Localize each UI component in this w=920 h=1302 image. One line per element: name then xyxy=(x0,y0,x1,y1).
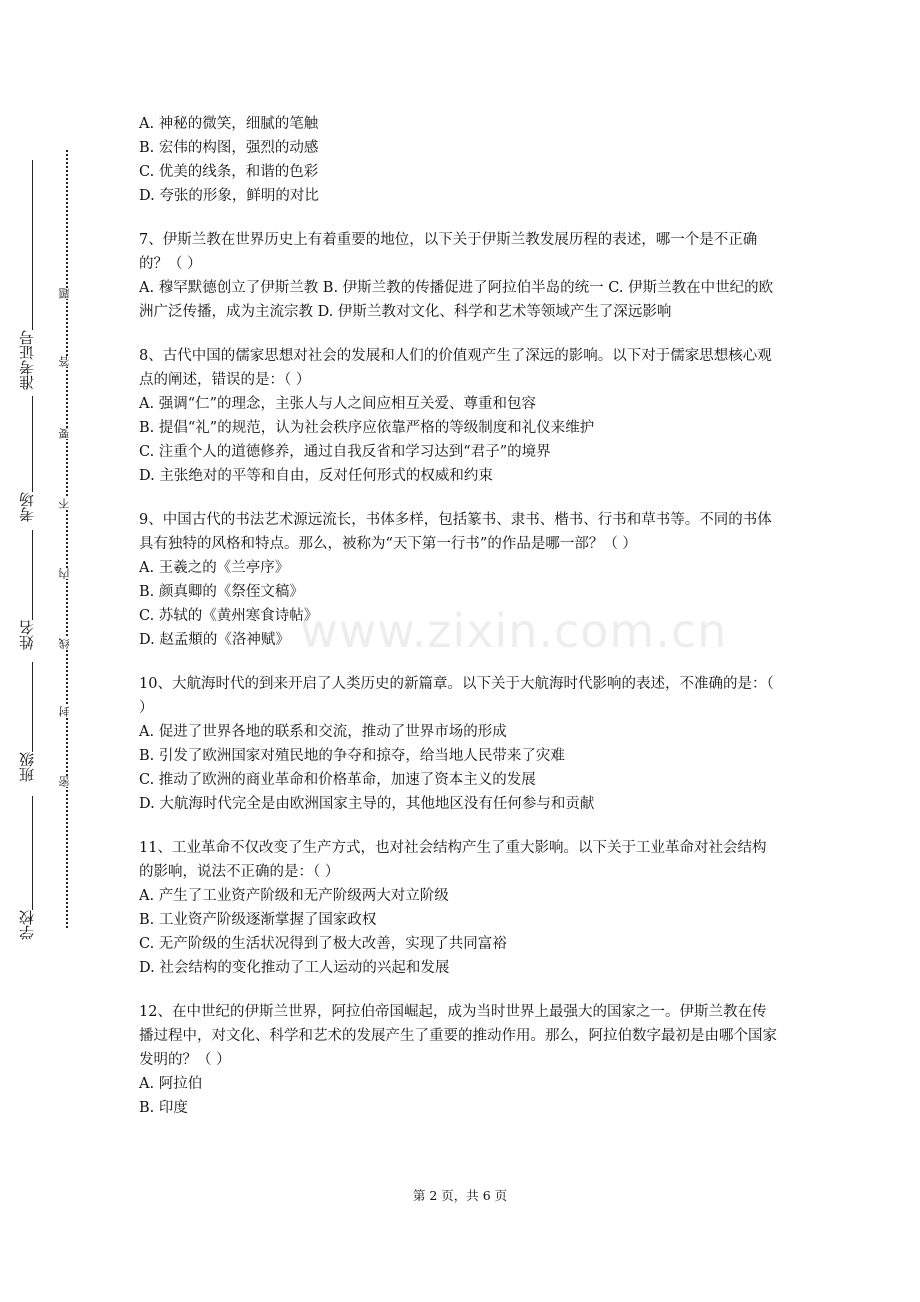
question-11 xyxy=(139,836,779,980)
option: D. 赵孟頫的《洛神赋》 xyxy=(139,632,290,648)
option: A. 强调“仁”的理念，主张人与人之间应相互关爱、尊重和包容 xyxy=(139,396,537,412)
question-stem: 9、中国古代的书法艺术源远流长，书体多样，包括篆书、隶书、楷书、行书和草书等。不同的书体具有独特的风格和特点。那么，被称为“天下第一行书”的作品是哪一部？（ ） xyxy=(139,512,772,552)
seal-char: 要 xyxy=(58,428,74,439)
exam-room-label: 考场 xyxy=(18,492,36,522)
name-label: 姓名 xyxy=(18,620,36,650)
question-12 xyxy=(139,1000,779,1120)
question-stem: 8、古代中国的儒家思想对社会的发展和人们的价值观产生了深远的影响。以下对于儒家思想核心观点的阐述，错误的是：（ ） xyxy=(139,348,772,388)
question-7 xyxy=(139,228,779,324)
name-line xyxy=(32,530,33,620)
option: B. 工业资产阶级逐渐掌握了国家政权 xyxy=(139,912,377,928)
question-options-inline: A. 穆罕默德创立了伊斯兰教 B. 伊斯兰教的传播促进了阿拉伯半岛的统一 C. 伊斯兰教在中世纪的欧洲广泛传播，成为主流宗教 D. 伊斯兰教对文化、科学和艺术等领域产生了深远影响 xyxy=(139,280,774,320)
school-label: 学校 xyxy=(18,910,36,940)
option: B. 提倡“礼”的规范，认为社会秩序应依靠严格的等级制度和礼仪来维护 xyxy=(139,420,595,436)
option: A. 王羲之的《兰亭序》 xyxy=(139,560,290,576)
exam-room-line xyxy=(32,396,33,492)
class-line xyxy=(32,662,33,752)
option: B. 印度 xyxy=(139,1100,188,1116)
class-label: 班级 xyxy=(18,752,36,782)
option: D. 夸张的形象，鲜明的对比 xyxy=(139,188,319,204)
option: C. 推动了欧洲的商业革命和价格革命，加速了资本主义的发展 xyxy=(139,772,536,788)
seal-dotted-line xyxy=(66,150,68,928)
option: D. 社会结构的变化推动了工人运动的兴起和发展 xyxy=(139,960,450,976)
option: C. 优美的线条，和谐的色彩 xyxy=(139,164,319,180)
question-10 xyxy=(139,672,779,816)
option: A. 阿拉伯 xyxy=(139,1076,203,1092)
option: A. 产生了工业资产阶级和无产阶级两大对立阶级 xyxy=(139,888,449,904)
option: A. 神秘的微笑，细腻的笔触 xyxy=(139,116,319,132)
question-stem: 12、在中世纪的伊斯兰世界，阿拉伯帝国崛起，成为当时世界上最强大的国家之一。伊斯兰教在传播过程中，对文化、科学和艺术的发展产生了重要的推动作用。那么，阿拉伯数字最初是由哪个国家发明的？（ ） xyxy=(139,1004,777,1068)
question-stem: 11、工业革命不仅改变了生产方式，也对社会结构产生了重大影响。以下关于工业革命对社会结构的影响，说法不正确的是：（ ） xyxy=(139,840,767,880)
option: C. 苏轼的《黄州寒食诗帖》 xyxy=(139,608,319,624)
option: D. 主张绝对的平等和自由，反对任何形式的权威和约束 xyxy=(139,468,493,484)
option: A. 促进了世界各地的联系和交流，推动了世界市场的形成 xyxy=(139,724,507,740)
question-stem: 7、伊斯兰教在世界历史上有着重要的地位，以下关于伊斯兰教发展历程的表述，哪一个是不正确的？（ ） xyxy=(139,232,758,272)
option: C. 无产阶级的生活状况得到了极大改善，实现了共同富裕 xyxy=(139,936,507,952)
question-stem: 10、大航海时代的到来开启了人类历史的新篇章。以下关于大航海时代影响的表述，不准确的是：（ ） xyxy=(139,676,774,716)
admission-number-label: 准考证号 xyxy=(18,330,36,390)
page-number: 第 2 页，共 6 页 xyxy=(412,1188,508,1203)
seal-char: 答 xyxy=(58,356,74,367)
binding-margin xyxy=(0,0,71,1302)
seal-char: 内 xyxy=(58,568,74,579)
seal-char: 不 xyxy=(58,498,74,509)
previous-question-options xyxy=(139,112,779,208)
seal-char: 题 xyxy=(58,288,74,299)
seal-char: 密 xyxy=(58,776,74,787)
question-8 xyxy=(139,344,779,488)
option: B. 引发了欧洲国家对殖民地的争夺和掠夺，给当地人民带来了灾难 xyxy=(139,748,565,764)
option: C. 注重个人的道德修养，通过自我反省和学习达到“君子”的境界 xyxy=(139,444,551,460)
seal-char: 线 xyxy=(58,638,74,649)
option: D. 大航海时代完全是由欧洲国家主导的，其他地区没有任何参与和贡献 xyxy=(139,796,595,812)
question-9 xyxy=(139,508,779,652)
option: B. 宏伟的构图，强烈的动感 xyxy=(139,140,319,156)
seal-char: 封 xyxy=(58,706,74,717)
school-line xyxy=(32,796,33,910)
question-content xyxy=(139,112,779,1120)
watermark: www.zixin.com.cn xyxy=(300,604,728,658)
admission-number-line xyxy=(32,160,33,330)
option: B. 颜真卿的《祭侄文稿》 xyxy=(139,584,304,600)
